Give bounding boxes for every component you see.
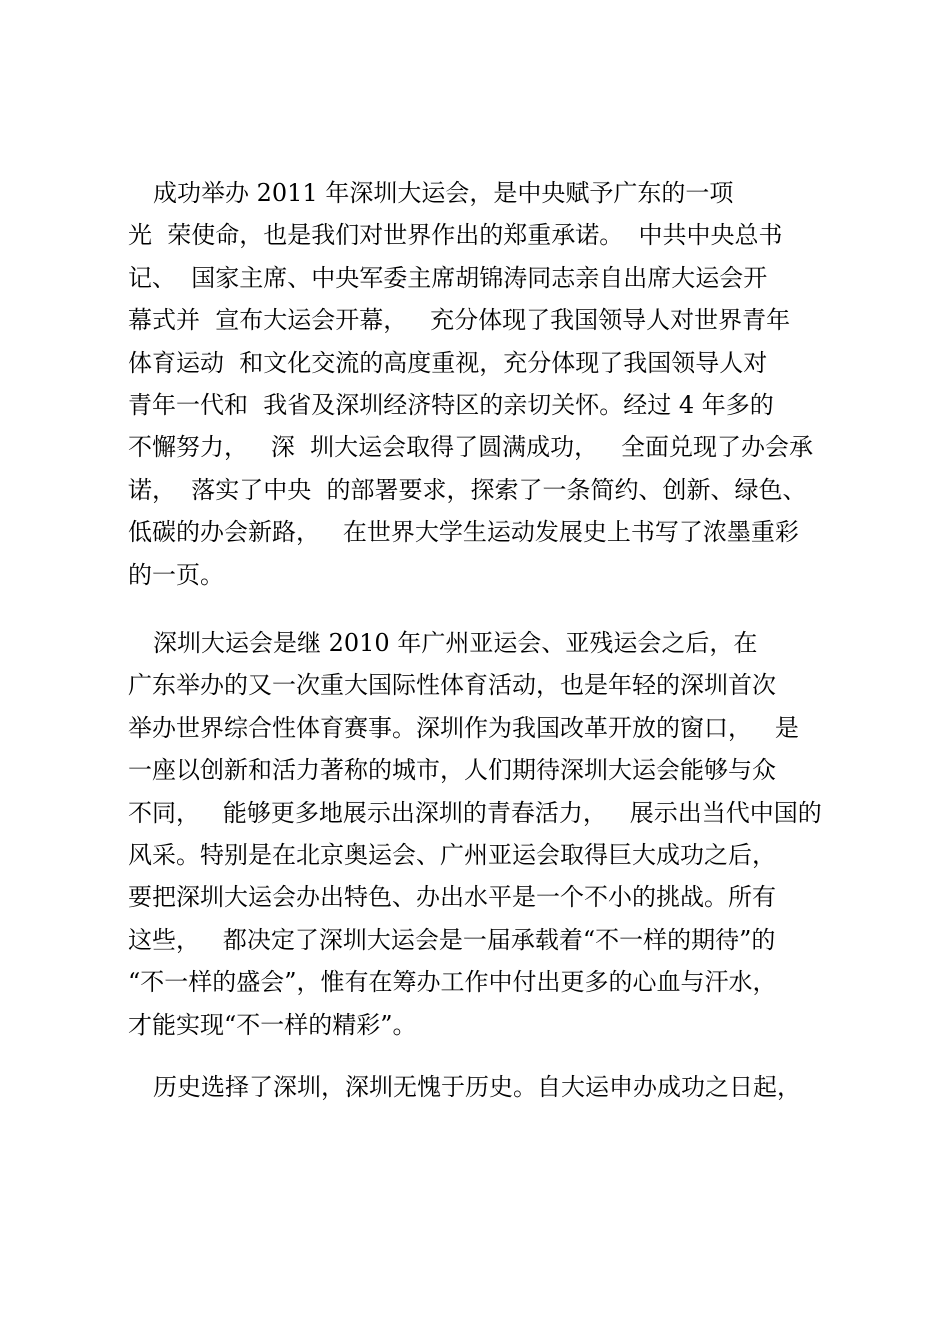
text-line: 体育运动 和文化交流的高度重视，充分体现了我国领导人对 [128,348,768,377]
paragraph-1 [128,172,828,596]
text-line: 青年一代和 我省及深圳经济特区的亲切关怀。经过 4 年多的 [128,390,774,419]
text-line: 历史选择了深圳，深圳无愧于历史。自大运申办成功之日起， [153,1073,801,1101]
text-line: 成功举办 2011 年深圳大运会，是中央赋予广东的一项 [153,179,734,207]
text-line: 诺， 落实了中央 的部署要求，探索了一条简约、创新、绿色、 [128,475,807,504]
text-line: “不一样的盛会”，惟有在筹办工作中付出更多的心血与汗水， [128,968,777,997]
text-line: 幕式并 宣布大运会开幕， 充分体现了我国领导人对世界青年 [128,306,791,335]
text-line: 光 荣使命，也是我们对世界作出的郑重承诺。 中共中央总书 [128,221,783,250]
text-line: 一座以创新和活力著称的城市，人们期待深圳大运会能够与众 [128,756,776,785]
text-line: 才能实现“不一样的精彩”。 [128,1010,417,1039]
text-line: 的一页。 [128,560,224,589]
text-line: 低碳的办会新路， 在世界大学生运动发展史上书写了浓墨重彩 [128,518,799,547]
paragraph-3 [128,1066,828,1108]
text-line: 要把深圳大运会办出特色、办出水平是一个不小的挑战。所有 [128,883,776,912]
text-line: 不同， 能够更多地展示出深圳的青春活力， 展示出当代中国的 [128,798,822,827]
text-line: 举办世界综合性体育赛事。深圳作为我国改革开放的窗口， 是 [128,713,799,742]
text-line: 记、 国家主席、中央军委主席胡锦涛同志亲自出席大运会开 [128,263,768,292]
paragraph-2 [128,622,828,1046]
text-line: 不懈努力， 深 圳大运会取得了圆满成功， 全面兑现了办会承 [128,433,814,462]
text-line: 广东举办的又一次重大国际性体育活动，也是年轻的深圳首次 [128,671,776,700]
text-line: 风采。特别是在北京奥运会、广州亚运会取得巨大成功之后， [128,840,776,869]
text-line: 这些， 都决定了深圳大运会是一届承载着“不一样的期待”的 [128,925,776,954]
text-line: 深圳大运会是继 2010 年广州亚运会、亚残运会之后，在 [153,629,758,657]
